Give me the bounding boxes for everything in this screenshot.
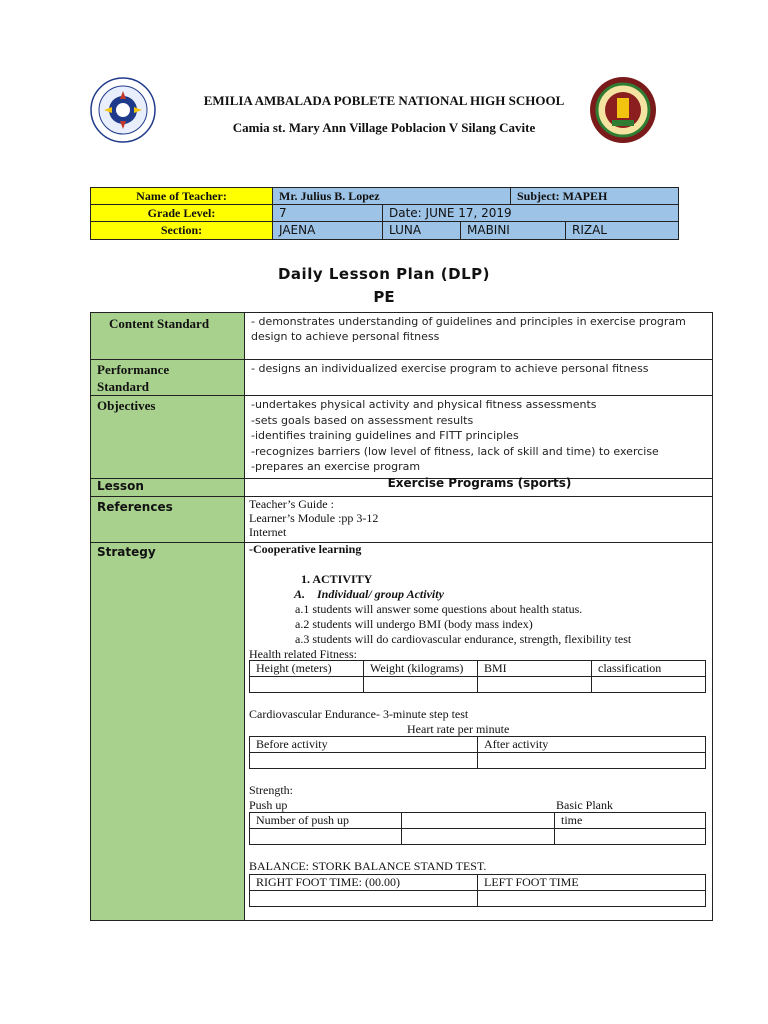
teacher-info-table: [90, 187, 679, 240]
teacher-label: Name of Teacher:: [90, 187, 273, 205]
strength-col-header: time: [555, 813, 705, 829]
date-value: Date: JUNE 17, 2019: [382, 204, 679, 222]
activity-step: a.1 students will answer some questions about health status.: [295, 602, 583, 616]
strength-empty-cell: [250, 829, 402, 844]
health-col-header: Weight (kilograms): [364, 661, 478, 677]
health-fitness-label: Health related Fitness:: [249, 647, 357, 661]
grade-label: Grade Level:: [90, 204, 273, 222]
health-empty-cell: [250, 677, 364, 692]
reference-item: Internet: [249, 525, 287, 539]
activity-subheading: A. Individual/ group Activity: [294, 587, 444, 601]
strategy-label: Strategy: [97, 545, 156, 559]
teacher-value: Mr. Julius B. Lopez: [272, 187, 511, 205]
balance-label: BALANCE: STORK BALANCE STAND TEST.: [249, 859, 487, 873]
page-title: Daily Lesson Plan (DLP): [277, 265, 491, 283]
school-address: Camia st. Mary Ann Village Poblacion V Silang Cavite: [232, 120, 536, 135]
activity-heading: 1. ACTIVITY: [301, 572, 373, 586]
cardio-col-header: Before activity: [250, 737, 478, 753]
subject-value: Subject: MAPEH: [510, 187, 679, 205]
lesson-label: Lesson: [97, 479, 144, 493]
performance-standard-label-1: Performance: [97, 362, 170, 377]
strength-col-header: [402, 813, 555, 829]
plank-label: Basic Plank: [556, 798, 613, 812]
balance-empty-cell: [250, 891, 478, 906]
health-col-header: Height (meters): [250, 661, 364, 677]
activity-step: a.2 students will undergo BMI (body mass index): [295, 617, 533, 631]
references-label: References: [97, 500, 173, 514]
section-luna: LUNA: [382, 221, 461, 240]
section-jaena: JAENA: [272, 221, 383, 240]
reference-item: Teacher’s Guide :: [249, 497, 334, 511]
objective-item: -identifies training guidelines and FITT principles: [251, 429, 519, 442]
page-subtitle: PE: [373, 288, 395, 306]
balance-col-header: RIGHT FOOT TIME: (00.00): [250, 875, 478, 891]
activity-step: a.3 students will do cardiovascular endurance, strength, flexibility test: [295, 632, 632, 646]
cardio-empty-cell: [250, 753, 478, 768]
strength-table: [249, 812, 706, 845]
lesson-title: Exercise Programs (sports): [387, 476, 572, 490]
pushup-label: Push up: [249, 798, 288, 812]
health-empty-cell: [364, 677, 478, 692]
cardio-col-header: After activity: [478, 737, 705, 753]
objective-item: -sets goals based on assessment results: [251, 413, 474, 427]
strength-col-header: Number of push up: [250, 813, 402, 829]
grade-value: 7: [272, 204, 383, 222]
objective-item: -recognizes barriers (low level of fitness, lack of skill and time) to exercise: [251, 444, 659, 458]
balance-col-header: LEFT FOOT TIME: [478, 875, 705, 891]
strategy-heading: -Cooperative learning: [249, 542, 362, 556]
content-standard-label: Content Standard: [109, 316, 210, 331]
health-col-header: classification: [592, 661, 705, 677]
objectives-label: Objectives: [97, 398, 156, 413]
balance-table: [249, 874, 706, 907]
cardio-label: Cardiovascular Endurance- 3-minute step test: [249, 707, 469, 721]
health-empty-cell: [478, 677, 592, 692]
section-rizal: RIZAL: [565, 221, 679, 240]
cardio-sublabel: Heart rate per minute: [407, 722, 510, 736]
lesson-plan-table: [90, 312, 713, 921]
reference-item: Learner’s Module :pp 3-12: [249, 511, 379, 525]
performance-standard-text: - designs an individualized exercise program to achieve personal fitness: [251, 362, 649, 375]
strength-label: Strength:: [249, 783, 293, 797]
section-mabini: MABINI: [460, 221, 566, 240]
cardio-table: [249, 736, 706, 769]
content-standard-line-1: - demonstrates understanding of guidelines and principles in exercise program: [251, 315, 686, 328]
section-label: Section:: [90, 221, 273, 240]
performance-standard-label-2: Standard: [97, 379, 150, 394]
strength-empty-cell: [402, 829, 555, 844]
health-col-header: BMI: [478, 661, 592, 677]
school-name: EMILIA AMBALADA POBLETE NATIONAL HIGH SCHOOL: [203, 93, 565, 108]
health-fitness-table: [249, 660, 706, 693]
content-standard-line-2: design to achieve personal fitness: [251, 330, 440, 343]
objective-item: -undertakes physical activity and physical fitness assessments: [251, 398, 597, 411]
objective-item: -prepares an exercise program: [251, 460, 421, 473]
